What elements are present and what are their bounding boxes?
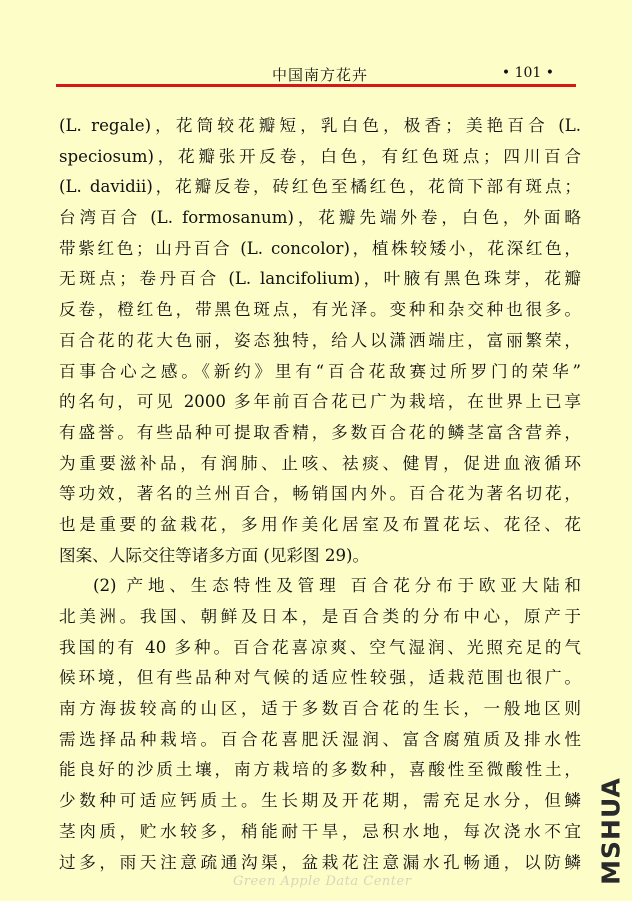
text-line: 候环境，但有些品种对气候的适应性较强，适栽范围也很广。 [59, 668, 581, 688]
text-line: 能良好的沙质土壤，南方栽培的多数种，喜酸性至微酸性土， [59, 760, 581, 780]
running-header [62, 64, 576, 86]
text-line: 为重要滋补品，有润肺、止咳、祛痰、健胃，促进血液循环 [59, 453, 581, 473]
book-title: 中国南方花卉 [272, 66, 369, 84]
text-line: 台湾百合 (L. formosanum)，花瓣先端外卷，白色，外面略 [59, 208, 581, 228]
text-line: 茎肉质，贮水较多，稍能耐干旱，忌积水地，每次浇水不宜 [59, 821, 581, 841]
side-watermark-text: MSHUA [596, 777, 626, 885]
text-line: 的名句，可见 2000 多年前百合花已广为栽培，在世界上已享 [59, 392, 581, 412]
page-number: • 101 • [501, 65, 554, 81]
body-text [59, 111, 581, 878]
text-line: 百事合心之感。《新约》里有“百合花敌赛过所罗门的荣华” [59, 361, 581, 381]
text-line: speciosum)，花瓣张开反卷，白色，有红色斑点；四川百合 [59, 146, 581, 166]
text-line: 图案、人际交往等诸多方面 (见彩图 29)。 [59, 545, 370, 565]
text-line: (L. regale)，花筒较花瓣短，乳白色，极香；美艳百合 (L. [59, 116, 581, 135]
section-heading-line: (2) 产地、生态特性及管理 百合花分布于欧亚大陆和 [93, 576, 581, 596]
bottom-watermark: Green Apple Data Center [233, 874, 412, 889]
text-line: 有盛誉。有些品种可提取香精，多数百合花的鳞茎富含营养， [59, 422, 581, 442]
text-line: 百合花的花大色丽，姿态独特，给人以潇洒端庄，富丽繁荣， [59, 330, 581, 350]
header-rule [56, 84, 576, 87]
text-line: 反卷，橙红色，带黑色斑点，有光泽。变种和杂交种也很多。 [59, 300, 581, 320]
text-line: 需选择品种栽培。百合花喜肥沃湿润、富含腐殖质及排水性 [59, 729, 581, 749]
text-line: 南方海拔较高的山区，适于多数百合花的生长，一般地区则 [59, 699, 581, 719]
text-line: 也是重要的盆栽花，多用作美化居室及布置花坛、花径、花 [59, 514, 581, 534]
side-watermark [593, 777, 629, 885]
text-line: 北美洲。我国、朝鲜及日本，是百合类的分布中心，原产于 [59, 607, 581, 626]
text-line: 等功效，著名的兰州百合，畅销国内外。百合花为著名切花， [59, 484, 581, 504]
text-line: 少数种可适应钙质土。生长期及开花期，需充足水分，但鳞 [59, 791, 581, 811]
text-line: 我国的有 40 多种。百合花喜凉爽、空气湿润、光照充足的气 [59, 637, 581, 657]
text-line: (L. davidii)，花瓣反卷，砖红色至橘红色，花筒下部有斑点； [59, 177, 581, 197]
text-line: 带紫红色；山丹百合 (L. concolor)，植株较矮小，花深红色， [59, 238, 581, 258]
text-line: 无斑点；卷丹百合 (L. lancifolium)，叶腋有黑色珠芽，花瓣 [59, 269, 581, 289]
text-line: 过多，雨天注意疏通沟渠，盆栽花注意漏水孔畅通，以防鳞 [59, 852, 581, 872]
